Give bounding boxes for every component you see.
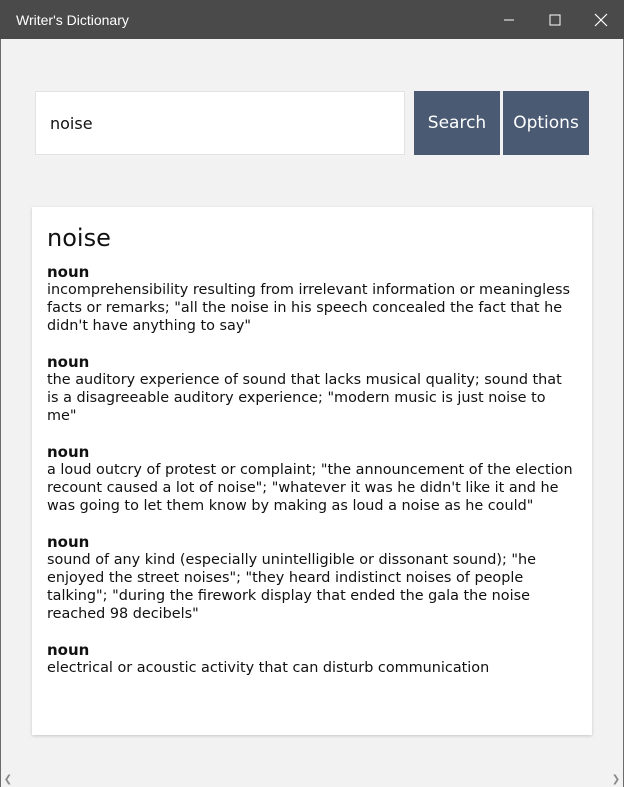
options-button[interactable]: Options xyxy=(503,91,589,155)
close-icon xyxy=(594,13,608,27)
definition-text: a loud outcry of protest or complaint; "the announcement of the election recount caused a lot of noise"; "whatever it was he didn't like it and he was going to let them know by making as loud a noise as he could" xyxy=(47,462,573,514)
part-of-speech: noun xyxy=(47,263,90,281)
scroll-left-icon[interactable]: ❮ xyxy=(3,773,13,785)
sense-entry xyxy=(47,533,576,623)
part-of-speech: noun xyxy=(47,353,90,371)
maximize-icon xyxy=(549,14,561,26)
scroll-right-icon[interactable]: ❯ xyxy=(611,773,621,785)
part-of-speech: noun xyxy=(47,533,90,551)
sense-entry xyxy=(47,263,576,335)
part-of-speech: noun xyxy=(47,641,90,659)
definition-text: sound of any kind (especially unintelligible or dissonant sound); "he enjoyed the street noises"; "they heard indistinct noises of people talking"; "during the firework display that ended the gala the noise reached 98 decibels" xyxy=(47,552,537,622)
headword: noise xyxy=(47,224,111,252)
horizontal-scrollbar[interactable] xyxy=(1,771,623,787)
search-input[interactable] xyxy=(35,91,405,155)
minimize-icon xyxy=(503,14,515,26)
definition-panel xyxy=(32,207,592,735)
search-button[interactable]: Search xyxy=(414,91,500,155)
close-button[interactable] xyxy=(578,0,624,39)
definition-text: electrical or acoustic activity that can disturb communication xyxy=(47,660,490,676)
definition-text: the auditory experience of sound that lacks musical quality; sound that is a disagreeable auditory experience; "modern music is just noise to me" xyxy=(47,372,562,424)
maximize-button[interactable] xyxy=(532,0,578,39)
window-border-left xyxy=(0,39,1,787)
sense-entry xyxy=(47,353,576,425)
sense-entry xyxy=(47,443,576,515)
minimize-button[interactable] xyxy=(486,0,532,39)
definition-text: incomprehensibility resulting from irrelevant information or meaningless facts or remarks; "all the noise in his speech concealed the fact that he didn't have anything to say" xyxy=(47,282,570,334)
sense-entry xyxy=(47,641,576,677)
title-bar xyxy=(0,0,624,39)
part-of-speech: noun xyxy=(47,443,90,461)
window-title: Writer's Dictionary xyxy=(16,11,129,28)
